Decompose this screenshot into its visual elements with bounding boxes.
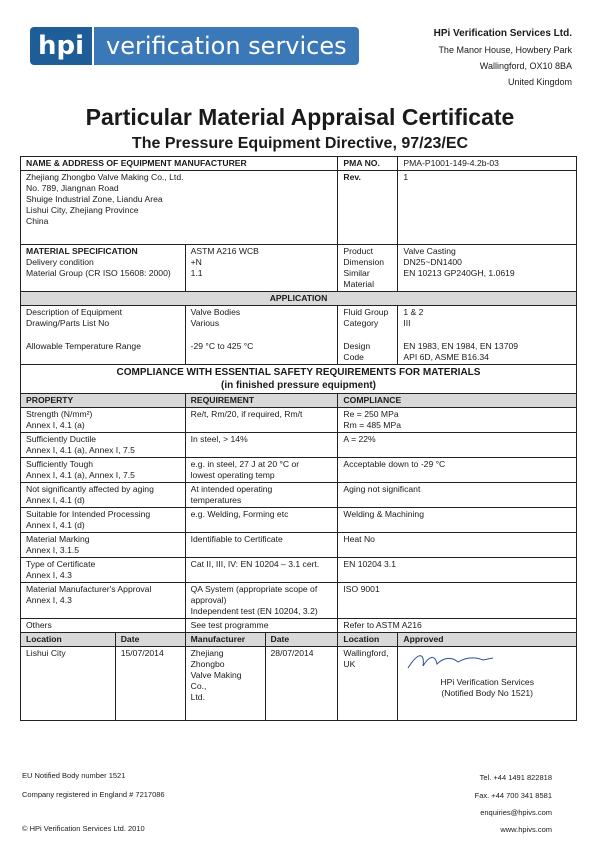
property-cell-line: Material Marking — [26, 534, 90, 544]
requirement-cell-line: e.g. in steel, 27 J at 20 °C or — [190, 459, 300, 469]
requirement-cell-line: approval) — [190, 595, 227, 605]
compliance-heading-cell — [21, 365, 577, 394]
compliance-row — [21, 408, 577, 433]
compliance-cell — [338, 433, 577, 458]
property-cell — [21, 483, 186, 508]
location2-label: Location — [338, 633, 398, 647]
application-label: Description of Equipment — [26, 307, 123, 317]
compliance-cell-line: EN 10204 3.1 — [343, 559, 396, 569]
compliance-row — [21, 433, 577, 458]
property-cell-line: Not significantly affected by aging — [26, 484, 154, 494]
compliance-row — [21, 483, 577, 508]
compliance-row — [21, 619, 577, 633]
logo-hpi-text: hpi — [30, 27, 94, 65]
compliance-cell — [338, 533, 577, 558]
material-right-values — [398, 245, 577, 292]
requirement-cell — [185, 433, 338, 458]
compliance-rows — [21, 408, 577, 633]
approval-cell — [398, 647, 577, 721]
manufacturer-line: Zhejiang Zhongbo — [190, 648, 225, 669]
material-label: Delivery condition — [26, 257, 94, 267]
material-right-label: Product — [343, 246, 374, 256]
requirement-cell — [185, 558, 338, 583]
requirement-cell — [185, 583, 338, 619]
manufacturer-line: Valve Making Co., — [190, 670, 242, 691]
compliance-row — [21, 508, 577, 533]
application-right-label: Design Code — [343, 341, 371, 362]
material-value: ASTM A216 WCB — [190, 246, 259, 256]
compliance-cell — [338, 619, 577, 633]
requirement-cell-line: See test programme — [190, 620, 269, 630]
property-cell-line: Sufficiently Ductile — [26, 434, 97, 444]
manufacturer-value — [185, 647, 265, 721]
material-heading: MATERIAL SPECIFICATION — [26, 246, 138, 256]
compliance-subheading: (in finished pressure equipment) — [220, 380, 377, 391]
property-cell-line: Strength (N/mm²) — [26, 409, 93, 419]
application-labels — [21, 306, 186, 365]
application-value: Various — [190, 318, 220, 328]
property-cell-line: Sufficiently Tough — [26, 459, 94, 469]
approved-label: Approved — [398, 633, 577, 647]
date2-label: Date — [265, 633, 338, 647]
application-right-values — [398, 306, 577, 365]
property-cell — [21, 533, 186, 558]
property-cell — [21, 458, 186, 483]
date-label: Date — [115, 633, 185, 647]
property-cell-line: Annex I, 4.1 (a), Annex I, 7.5 — [26, 470, 135, 480]
company-address — [434, 26, 572, 90]
material-right-value: EN 10213 GP240GH, 1.0619 — [403, 268, 515, 278]
material-label: Material Group (CR ISO 15608: 2000) — [26, 268, 171, 278]
compliance-cell — [338, 558, 577, 583]
application-values — [185, 306, 338, 365]
footer-tel: Tel. +44 1491 822818 — [479, 773, 552, 782]
application-right-value: EN 1983, EN 1984, EN 13709 — [403, 341, 519, 351]
compliance-row — [21, 533, 577, 558]
property-cell-line: Annex I, 3.1.5 — [26, 545, 80, 555]
rev-value: 1 — [398, 171, 577, 245]
property-cell — [21, 619, 186, 633]
property-cell-line: Annex I, 4.3 — [26, 570, 72, 580]
property-cell-line: Annex I, 4.1 (d) — [26, 520, 85, 530]
compliance-cell-line: Aging not significant — [343, 484, 421, 494]
address-line: The Manor House, Howbery Park — [438, 45, 572, 55]
application-right-value: III — [403, 318, 411, 328]
material-values — [185, 245, 338, 292]
col-property: PROPERTY — [21, 394, 186, 408]
requirement-cell — [185, 533, 338, 558]
application-right-label: Fluid Group — [343, 307, 389, 317]
address-line: China — [26, 216, 49, 226]
col-requirement: REQUIREMENT — [185, 394, 338, 408]
date2-value: 28/07/2014 — [265, 647, 338, 721]
application-right-value: API 6D, ASME B16.34 — [403, 352, 489, 362]
material-right-label: Similar Material — [343, 268, 374, 289]
application-value: Valve Bodies — [190, 307, 241, 317]
requirement-cell-line: In steel, > 14% — [190, 434, 248, 444]
certificate-title: Particular Material Appraisal Certificate — [85, 104, 515, 130]
pma-label: PMA NO. — [338, 157, 398, 171]
manufacturer-label: Manufacturer — [185, 633, 265, 647]
requirement-cell-line: Independent test (EN 10204, 3.2) — [190, 606, 318, 616]
signature-icon — [403, 648, 498, 674]
requirement-cell — [185, 408, 338, 433]
property-cell — [21, 433, 186, 458]
requirement-cell-line: QA System (appropriate scope of — [190, 584, 318, 594]
application-label: Drawing/Parts List No — [26, 318, 110, 328]
property-cell-line: Material Manufacturer's Approval — [26, 584, 152, 594]
address-line: Lishui City, Zhejiang Province — [26, 205, 139, 215]
property-cell-line: Type of Certificate — [26, 559, 96, 569]
requirement-cell — [185, 483, 338, 508]
material-labels — [21, 245, 186, 292]
compliance-row — [21, 583, 577, 619]
address-line: Shuige Industrial Zone, Liandu Area — [26, 194, 163, 204]
application-right-label: Category — [343, 318, 379, 328]
requirement-cell — [185, 458, 338, 483]
material-right-value: Valve Casting — [403, 246, 456, 256]
location-label: Location — [21, 633, 116, 647]
requirement-cell-line: temperatures — [190, 495, 242, 505]
pma-value: PMA-P1001-149-4.2b-03 — [398, 157, 577, 171]
requirement-cell-line: Re/t, Rm/20, if required, Rm/t — [190, 409, 303, 419]
compliance-row — [21, 558, 577, 583]
requirement-cell-line: At intended operating — [190, 484, 273, 494]
requirement-cell-line: e.g. Welding, Forming etc — [190, 509, 289, 519]
footer-fax: Fax. +44 700 341 8581 — [474, 791, 552, 800]
location2-value: Wallingford, UK — [338, 647, 398, 721]
footer-email: enquiries@hpivs.com — [480, 808, 552, 817]
col-compliance: COMPLIANCE — [338, 394, 577, 408]
footer-notified: EU Notified Body number 1521 — [22, 771, 126, 780]
compliance-cell — [338, 508, 577, 533]
requirement-cell — [185, 619, 338, 633]
rev-label: Rev. — [338, 171, 398, 245]
compliance-cell-line: Re = 250 MPa — [343, 409, 399, 419]
certificate-table — [20, 156, 577, 721]
compliance-cell-line: ISO 9001 — [343, 584, 380, 594]
address-line: United Kingdom — [507, 77, 572, 87]
property-cell-line: Annex I, 4.1 (d) — [26, 495, 85, 505]
certificate-subtitle: The Pressure Equipment Directive, 97/23/EC — [131, 135, 469, 152]
property-cell-line: Others — [26, 620, 52, 630]
compliance-cell — [338, 583, 577, 619]
property-cell-line: Annex I, 4.1 (a), Annex I, 7.5 — [26, 445, 135, 455]
footer-registered: Company registered in England # 7217086 — [22, 790, 165, 799]
application-right-labels — [338, 306, 398, 365]
compliance-cell-line: A = 22% — [343, 434, 376, 444]
material-value: 1.1 — [190, 268, 203, 278]
notified-body: (Notified Body No 1521) — [441, 688, 534, 698]
compliance-cell-line: Rm = 485 MPa — [343, 420, 401, 430]
compliance-cell-line: Heat No — [343, 534, 375, 544]
company-name: HPi Verification Services Ltd. — [433, 28, 572, 39]
requirement-cell — [185, 508, 338, 533]
compliance-heading: COMPLIANCE WITH ESSENTIAL SAFETY REQUIREMENTS FOR MATERIALS — [116, 367, 481, 378]
requirement-cell-line: Cat II, III, IV: EN 10204 – 3.1 cert. — [190, 559, 320, 569]
property-cell — [21, 508, 186, 533]
application-right-value: 1 & 2 — [403, 307, 424, 317]
material-right-labels — [338, 245, 398, 292]
material-right-label: Dimension — [343, 257, 385, 267]
requirement-cell-line: lowest operating temp — [190, 470, 275, 480]
property-cell — [21, 408, 186, 433]
location-value: Lishui City — [21, 647, 116, 721]
compliance-cell-line: Acceptable down to -29 °C — [343, 459, 446, 469]
footer-web: www.hpivs.com — [500, 825, 552, 834]
property-cell-line: Suitable for Intended Processing — [26, 509, 151, 519]
logo-verification-text: verification services — [94, 27, 359, 65]
property-cell-line: Annex I, 4.3 — [26, 595, 72, 605]
approver-name: HPi Verification Services — [440, 677, 534, 687]
material-right-value: DN25~DN1400 — [403, 257, 462, 267]
application-heading: APPLICATION — [21, 292, 577, 306]
hpi-logo — [30, 27, 359, 65]
address-line: Wallingford, OX10 8BA — [479, 61, 572, 71]
date-value: 15/07/2014 — [115, 647, 185, 721]
compliance-cell-line: Welding & Machining — [343, 509, 424, 519]
footer-copyright: © HPi Verification Services Ltd. 2010 — [22, 824, 145, 833]
address-line: Zhejiang Zhongbo Valve Making Co., Ltd. — [26, 172, 184, 182]
compliance-cell-line: Refer to ASTM A216 — [343, 620, 422, 630]
manufacturer-heading: NAME & ADDRESS OF EQUIPMENT MANUFACTURER — [21, 157, 338, 171]
application-value: -29 °C to 425 °C — [190, 341, 254, 351]
application-label: Allowable Temperature Range — [26, 341, 141, 351]
compliance-row — [21, 458, 577, 483]
material-value: +N — [190, 257, 202, 267]
property-cell — [21, 558, 186, 583]
compliance-cell — [338, 483, 577, 508]
property-cell-line: Annex I, 4.1 (a) — [26, 420, 85, 430]
manufacturer-address — [21, 171, 338, 245]
address-line: No. 789, Jiangnan Road — [26, 183, 119, 193]
property-cell — [21, 583, 186, 619]
compliance-cell — [338, 458, 577, 483]
manufacturer-line: Ltd. — [190, 692, 205, 702]
requirement-cell-line: Identifiable to Certificate — [190, 534, 283, 544]
compliance-cell — [338, 408, 577, 433]
